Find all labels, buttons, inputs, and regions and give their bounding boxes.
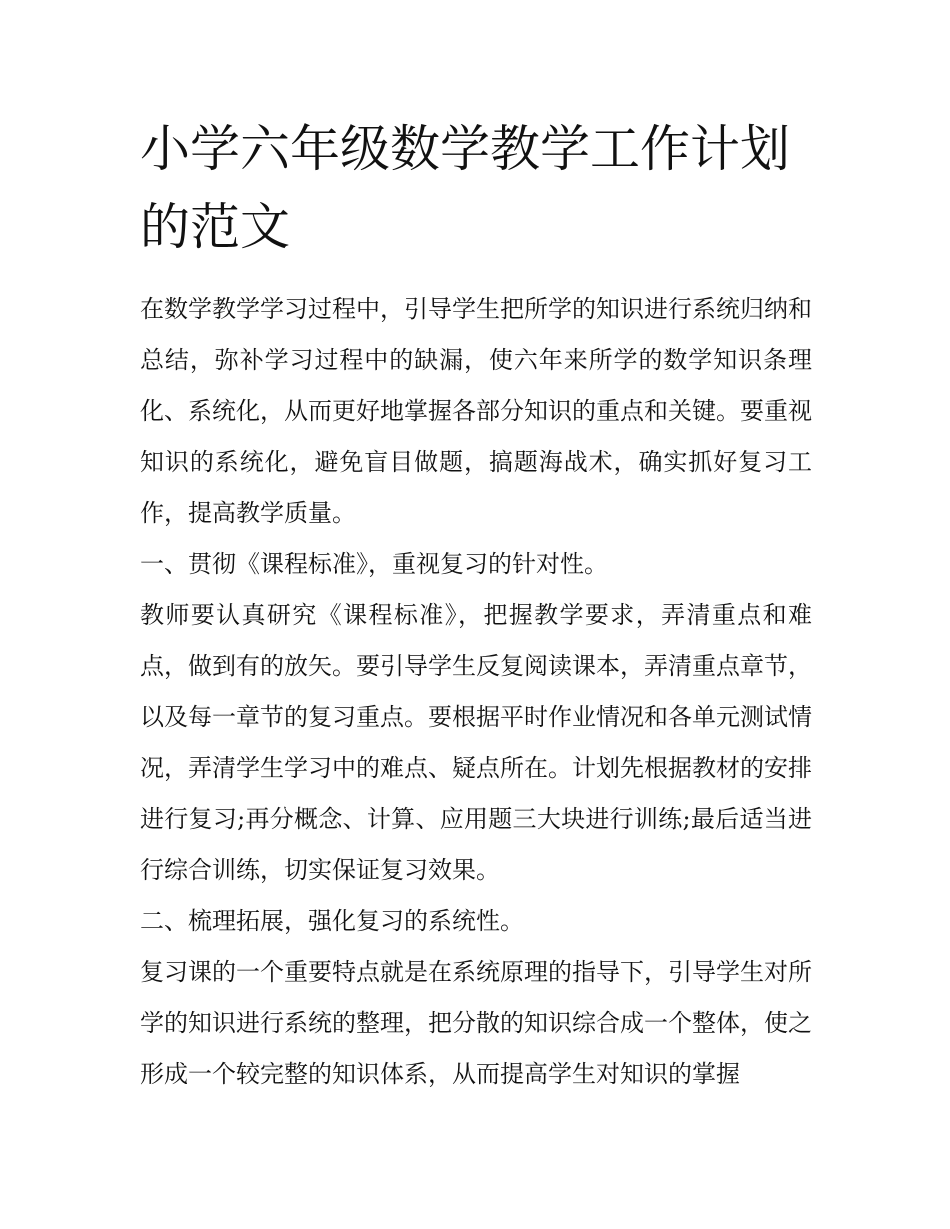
section-2-paragraph: 复习课的一个重要特点就是在系统原理的指导下，引导学生对所学的知识进行系统的整理，把分散的知识综合成一个整体，使之形成一个较完整的知识体系，从而提高学生对知识的掌握 xyxy=(140,958,812,1088)
document-body xyxy=(140,110,812,1100)
section-1-paragraph: 教师要认真研究《课程标准》，把握教学要求，弄清重点和难点，做到有的放矢。要引导学生反复阅读课本，弄清重点章节，以及每一章节的复习重点。要根据平时作业情况和各单元测试情况，弄清学生学习中的难点、疑点所在。计划先根据教材的安排进行复习;再分概念、计算、应用题三大块进行训练;最后适当进行综合训练，切实保证复习效果。 xyxy=(140,601,812,884)
section-heading-2: 二、梳理拓展，强化复习的系统性。 xyxy=(140,907,524,935)
section-heading-1: 一、贯彻《课程标准》，重视复习的针对性。 xyxy=(140,550,608,578)
intro-paragraph: 在数学教学学习过程中，引导学生把所学的知识进行系统归纳和总结，弥补学习过程中的缺漏，使六年来所学的数学知识条理化、系统化，从而更好地掌握各部分知识的重点和关键。要重视知识的系统化，避免盲目做题，搞题海战术，确实抓好复习工作，提高教学质量。 xyxy=(140,295,812,527)
document-title: 小学六年级数学教学工作计划的范文 xyxy=(140,120,790,256)
